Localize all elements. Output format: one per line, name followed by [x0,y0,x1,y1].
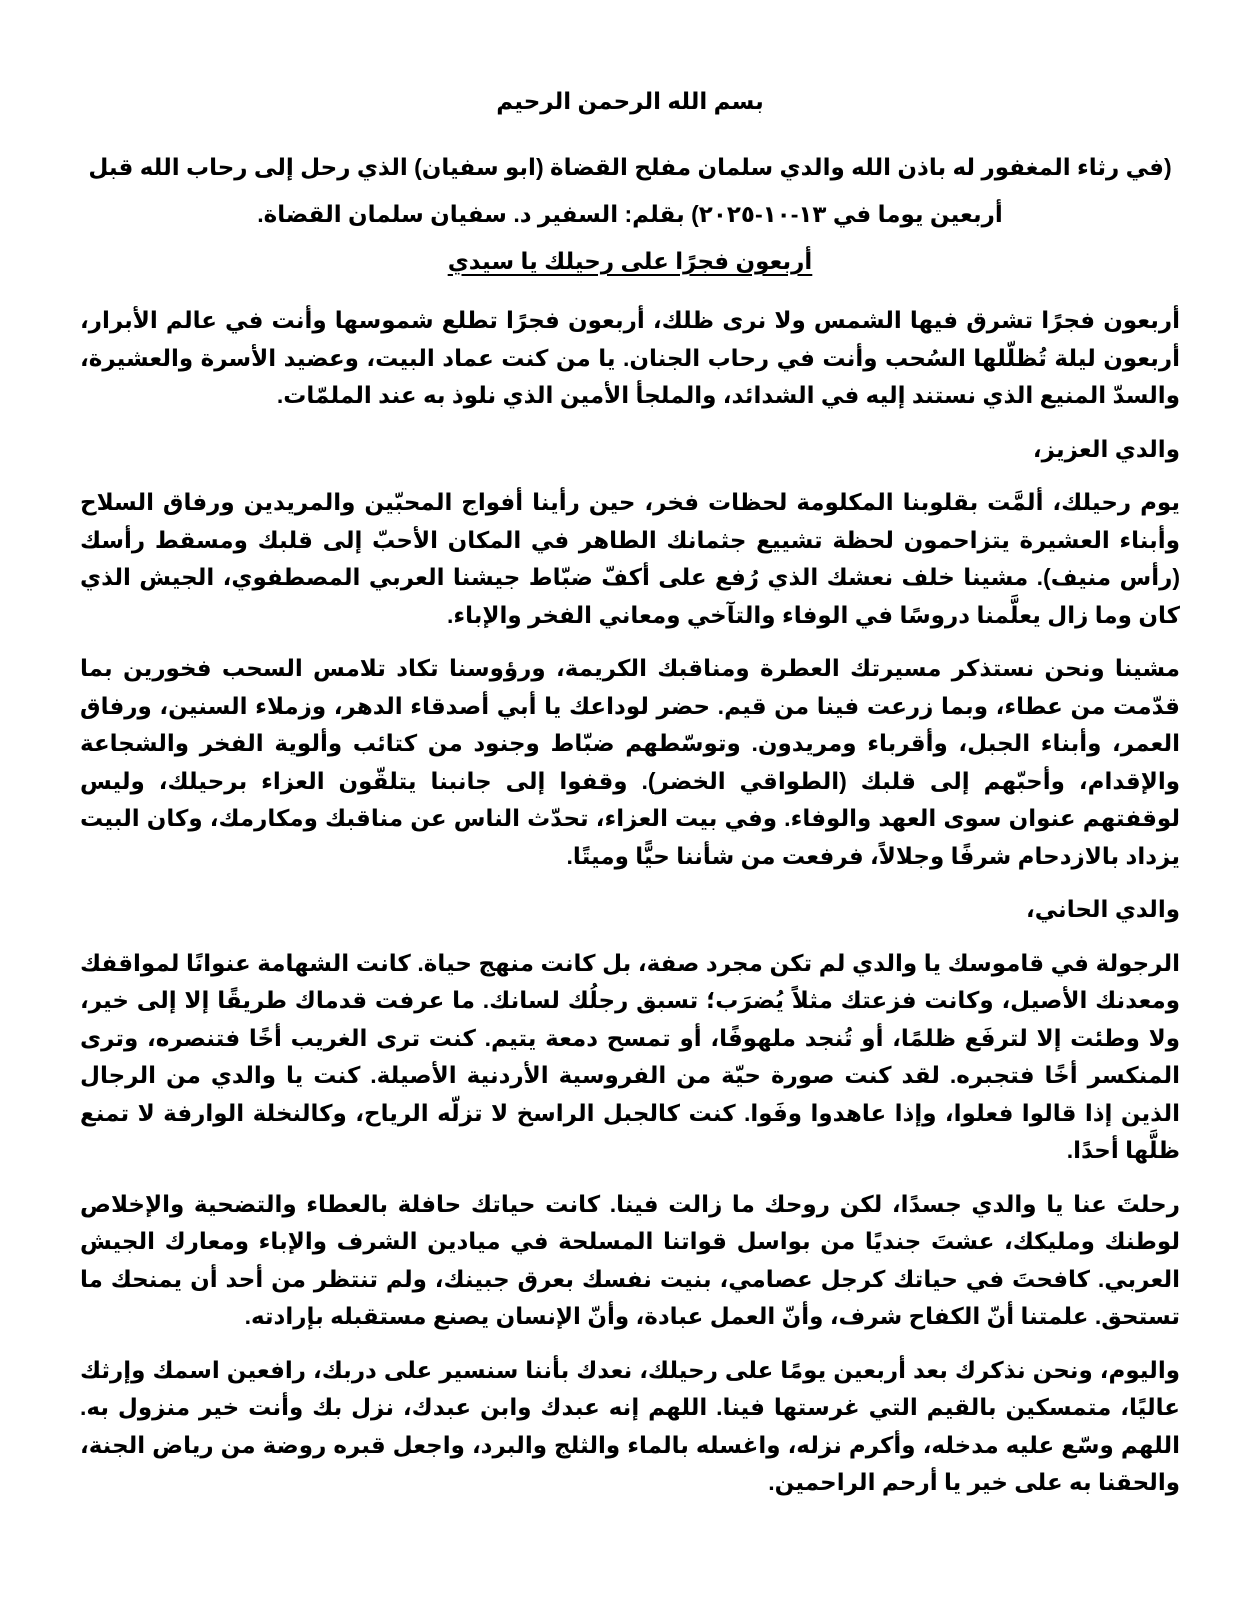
bismillah-line: بسم الله الرحمن الرحيم [496,88,764,114]
paragraph-manhood-values: الرجولة في قاموسك يا والدي لم تكن مجرد صفة، بل كانت منهج حياة. كانت الشهامة عنوانًا لمواقفك ومعدنك الأصيل، وكانت فزعتك مثلاً يُضرَب؛ تسبق رجلُك لسانك. ما عرفت قدماك طريقًا إلا إلى خير، ولا وطئت إلا لترفَع ظلمًا، أو تُنجد ملهوفًا، أو تمسح دمعة يتيم. كنت ترى الغريب أخًا فتنصره، وترى المنكسر أخًا فتجبره. لقد كنت صورة حيّة من الفروسية الأردنية الأصيلة. كنت يا والدي من الرجال الذين إذا قالوا فعلوا، وإذا عاهدوا وفَوا. كنت كالجبل الراسخ لا تزلّه الرياح، وكالنخلة الوارفة لا تمنع ظلَّها أحدًا. [80,949,1180,1163]
paragraph-closing-prayer: واليوم، ونحن نذكرك بعد أربعين يومًا على رحيلك، نعدك بأننا سنسير على دربك، رافعين اسمك وإرثك عاليًا، متمسكين بالقيم التي غرستها فينا. اللهم إنه عبدك وابن عبدك، نزل بك وأنت خير منزول به. اللهم وسّع عليه مدخله، وأكرم نزله، واغسله بالماء والثلج والبرد، واجعل قبره روضة من رياض الجنة، والحقنا به على خير يا أرحم الراحمين. [80,1356,1180,1495]
document-title-text: أربعون فجرًا على رحيلك يا سيدي [447,248,813,274]
section-heading-dear-father: والدي العزيز، [1032,435,1180,462]
paragraph-funeral-day: يوم رحيلك، ألمَّت بقلوبنا المكلومة لحظات فخر، حين رأينا أفواج المحبّين والمريدين ورفاق السلاح وأبناء العشيرة يتزاحمون لحظة تشييع جثمانك الطاهر في المكان الأحبّ إلى قلبك ومسقط رأسك (رأس منيف). مشينا خلف نعشك الذي رُفع على أكفّ ضبّاط جيشنا العربي المصطفوي، الجيش الذي كان وما زال يعلَّمنا دروسًا في الوفاء والتآخي ومعاني الفخر والإباء. [80,489,1180,628]
paragraph-procession-condolences: مشينا ونحن نستذكر مسيرتك العطرة ومناقبك الكريمة، ورؤوسنا تكاد تلامس السحب فخورين بما قدّمت من عطاء، وبما زرعت فينا من قيم. حضر لوداعك يا أبي أصدقاء الدهر، وزملاء السنين، ورفاق العمر، وأبناء الجبل، وأقرباء ومريدون. وتوسّطهم ضبّاط وجنود من كتائب وألوية الفخر والشجاعة والإقدام، وأحبّهم إلى قلبك (الطواقي الخضر). وقفوا إلى جانبنا يتلقّون العزاء برحيلك، وليس لوقفتهم عنوان سوى العهد والوفاء. وفي بيت العزاء، تحدّث الناس عن مناقبك ومكارمك، وكان البيت يزداد بالازدحام شرفًا وجلالاً، فرفعت من شأننا حيًّا وميتًا. [80,655,1180,869]
paragraph-forty-dawns: أربعون فجرًا تشرق فيها الشمس ولا نرى ظلك، أربعون فجرًا تطلع شموسها وأنت في عالم الأبرار، أربعون ليلة تُظلّلها السُحب وأنت في رحاب الجنان. يا من كنت عماد البيت، وعضيد الأسرة والعشيرة، والسدّ المنيع الذي نستند إليه في الشدائد، والملجأ الأمين الذي نلوذ به عند الملمّات. [80,307,1180,408]
section-heading-tender-father: والدي الحاني، [1026,896,1180,922]
document-title [80,246,1180,276]
paragraph-soldier-legacy: رحلتَ عنا يا والدي جسدًا، لكن روحك ما زالت فينا. كانت حياتك حافلة بالعطاء والتضحية والإخلاص لوطنك ومليكك، عشتَ جنديًا من بواسل قواتنا المسلحة في ميادين الشرف والإباء ومعارك الجيش العربي. كافحتَ في حياتك كرجل عصامي، بنيت نفسك بعرق جبينك، ولم تنتظر من أحد أن يمنحك ما تستحق. علمتنا أنّ الكفاح شرف، وأنّ العمل عبادة، وأنّ الإنسان يصنع مستقبله بإرادته. [80,1190,1180,1329]
dedication-byline: (في رثاء المغفور له باذن الله والدي سلمان مفلح القضاة (ابو سفيان) الذي رحل إلى رحاب الله قبل أربعين يوما في ١٣-١٠-٢٠٢٥) بقلم: السفير د. سفيان سلمان القضاة. [88,154,1172,227]
